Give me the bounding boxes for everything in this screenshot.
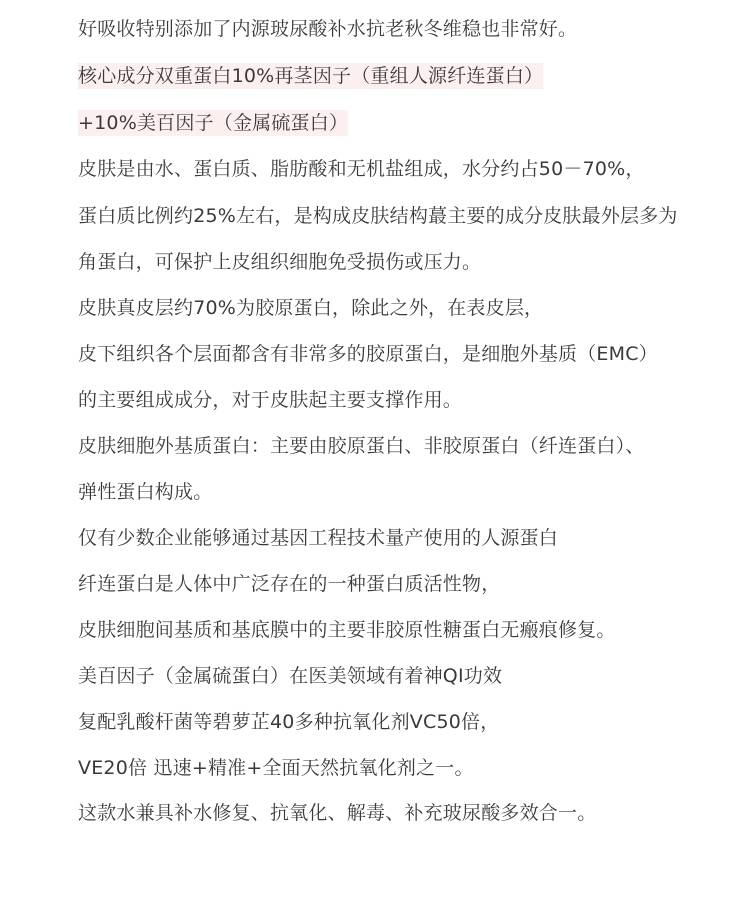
highlight-span: +10%美百因子（金属硫蛋白） — [78, 112, 349, 134]
text-line: 蛋白质比例约25%左右，是构成皮肤结构蕞主要的成分皮肤最外层多为 — [78, 205, 678, 227]
text-line: 皮下组织各个层面都含有非常多的胶原蛋白，是细胞外基质（EMC） — [78, 343, 658, 365]
text-line: VE20倍 迅速+精准+全面天然抗氧化剂之一。 — [78, 757, 474, 779]
text-line: 纤连蛋白是人体中广泛存在的一种蛋白质活性物， — [78, 573, 501, 595]
text-line: 这款水兼具补水修复、抗氧化、解毒、补充玻尿酸多效合一。 — [78, 802, 597, 824]
text-line: 的主要组成成分，对于皮肤起主要支撑作用。 — [78, 389, 463, 411]
highlighted-text-line — [78, 110, 348, 136]
highlight-span: 核心成分双重蛋白10%再茎因子（重组人源纤连蛋白） — [78, 65, 544, 87]
text-line: 好吸收特别添加了内源玻尿酸补水抗老秋冬维稳也非常好。 — [78, 18, 578, 40]
text-line: 角蛋白，可保护上皮组织细胞免受损伤或压力。 — [78, 251, 482, 273]
text-line: 皮肤真皮层约70%为胶原蛋白，除此之外，在表皮层， — [78, 297, 544, 319]
text-line: 复配乳酸杆菌等碧萝芷40多种抗氧化剂VC50倍， — [78, 711, 500, 733]
highlighted-text-line — [78, 63, 543, 89]
text-line: 皮肤是由水、蛋白质、脂肪酸和无机盐组成，水分约占50－70%， — [78, 158, 645, 180]
text-line: 仅有少数企业能够通过基因工程技术量产使用的人源蛋白 — [78, 527, 559, 549]
text-line: 皮肤细胞间基质和基底膜中的主要非胶原性糖蛋白无瘢痕修复。 — [78, 619, 616, 641]
text-line: 美百因子（金属硫蛋白）在医美领域有着神QI功效 — [78, 665, 503, 687]
text-line: 弹性蛋白构成。 — [78, 481, 213, 503]
text-line: 皮肤细胞外基质蛋白：主要由胶原蛋白、非胶原蛋白（纤连蛋白）、 — [78, 435, 645, 457]
